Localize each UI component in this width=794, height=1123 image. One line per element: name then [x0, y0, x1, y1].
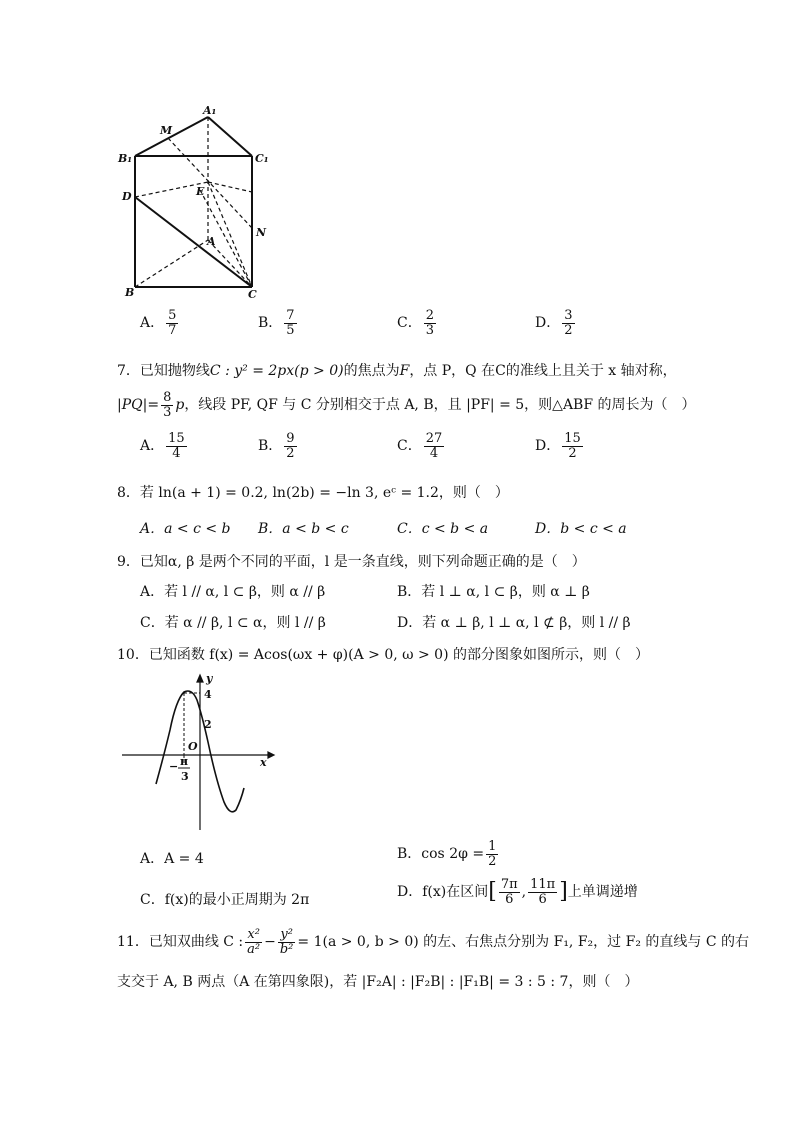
- q9-option-c: C．若 α // β, l ⊂ α，则 l // β: [140, 615, 326, 631]
- q9-stem: 9．已知α, β 是两个不同的平面，l 是一条直线，则下列命题正确的是（ ）: [117, 554, 586, 570]
- prism-figure: [110, 100, 280, 300]
- graph-label-pi: π: [180, 755, 189, 768]
- graph-label-origin: O: [188, 740, 198, 753]
- label-a: A: [207, 235, 216, 248]
- label-c: C: [248, 288, 257, 300]
- q7-option-b: B． $\frac{9}{2}$: [258, 431, 295, 461]
- label-b: B: [125, 286, 135, 299]
- graph-label-four: 4: [204, 688, 212, 701]
- q9-option-a: A．若 l // α, l ⊂ β，则 α // β: [140, 584, 326, 600]
- q8-option-a: A．a < c < b: [140, 521, 231, 537]
- q10-option-b: B．cos 2φ = $\frac{1}{2}$: [397, 839, 497, 869]
- graph-label-three: 3: [181, 770, 189, 783]
- q6-option-a: A． $\frac{5}{7}$: [140, 308, 177, 338]
- label-a1: A₁: [203, 104, 217, 117]
- q10-option-c: C．f(x)的最小正周期为 2π: [140, 892, 310, 908]
- q8-stem: 8．若 ln(a + 1) = 0.2, ln(2b) = −ln 3, eᶜ = 1.2，则（ ）: [117, 485, 509, 501]
- q8-option-c: C．c < b < a: [397, 521, 489, 537]
- q6-option-c: C． $\frac{2}{3}$: [397, 308, 434, 338]
- label-d: D: [122, 190, 132, 203]
- q6-option-b: B． $\frac{7}{5}$: [258, 308, 295, 338]
- graph-y-label: y: [206, 672, 213, 685]
- q7-line-2: |PQ|= $\frac{8}{3}$ p，线段 PF, QF 与 C 分别相交于点 A, B，且 |PF| = 5，则△ABF 的周长为（ ）: [117, 390, 696, 420]
- label-n: N: [256, 226, 267, 239]
- q8-option-b: B．a < b < c: [258, 521, 349, 537]
- q10-option-a: A．A = 4: [140, 851, 204, 867]
- cosine-graph: [118, 670, 278, 835]
- q10-option-d: D．f(x)在区间[ $\frac{7\pi}{6}$ , $\frac{11\pi}{6}$ ]上单调递增: [397, 877, 638, 907]
- q7-option-d: D． $\frac{15}{2}$: [535, 431, 581, 461]
- q7-option-c: C． $\frac{27}{4}$: [397, 431, 443, 461]
- q7-line-1: 7．已知抛物线C : y² = 2px(p > 0)的焦点为F，点 P，Q 在C的准线上且关于 x 轴对称，: [117, 363, 677, 379]
- label-m: M: [160, 124, 173, 137]
- q6-option-d: D． $\frac{3}{2}$: [535, 308, 573, 338]
- q11-line-1: 11．已知双曲线 C : $\frac{\text{x²}}{\text{a²}}$ − $\frac{\text{y²}}{\text{b²}}$ = 1(a > 0, b > 0) 的左、右焦点分别为 F₁, F₂，过 F₂ 的直线与 C 的右: [117, 927, 749, 957]
- q7-option-a: A． $\frac{15}{4}$: [140, 431, 185, 461]
- q8-option-d: D．b < c < a: [535, 521, 627, 537]
- q9-option-d: D．若 α ⊥ β, l ⊥ α, l ⊄ β，则 l // β: [397, 615, 631, 631]
- graph-label-two: 2: [204, 718, 212, 731]
- graph-label-neg: −: [169, 760, 179, 773]
- q10-stem: 10．已知函数 f(x) = Acos(ωx + φ)(A > 0, ω > 0) 的部分图象如图所示，则（ ）: [117, 647, 650, 663]
- label-b1: B₁: [118, 152, 133, 165]
- label-e: E: [196, 185, 205, 198]
- q9-option-b: B．若 l ⊥ α, l ⊂ β，则 α ⊥ β: [397, 584, 590, 600]
- graph-x-label: x: [260, 756, 267, 769]
- q11-line-2: 支交于 A, B 两点（A 在第四象限)，若 |F₂A| : |F₂B| : |F₁B| = 3 : 5 : 7，则（ ）: [117, 974, 639, 990]
- label-c1: C₁: [255, 152, 269, 165]
